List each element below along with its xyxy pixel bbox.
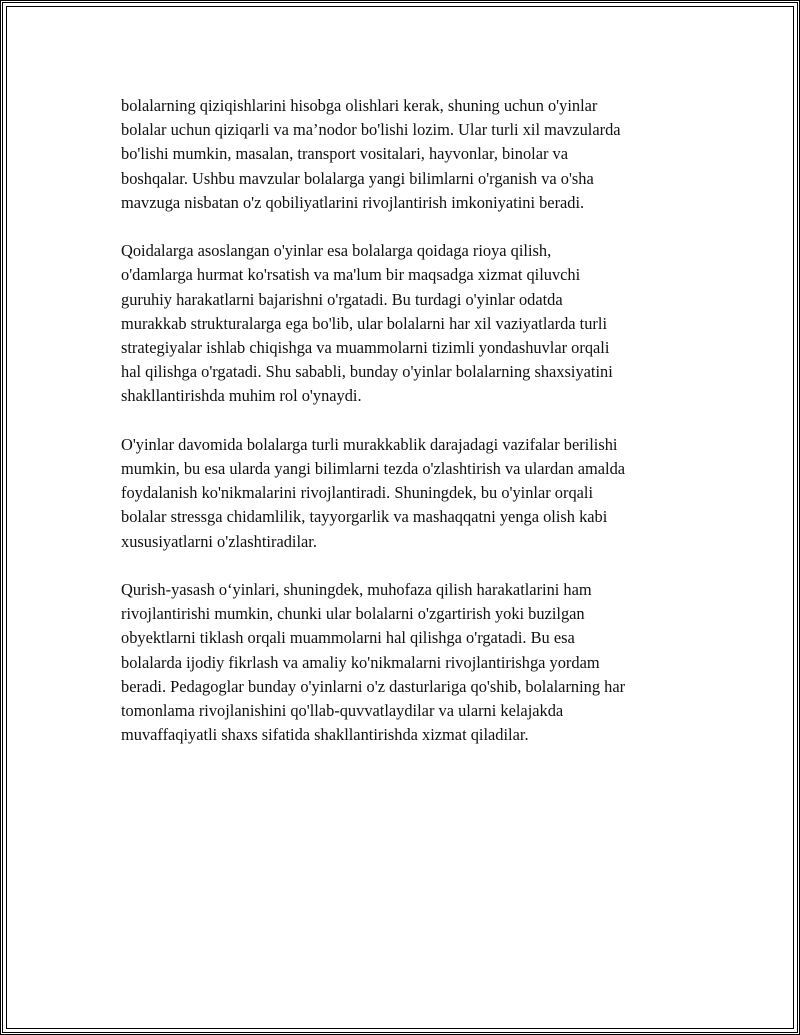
text-line: guruhiy harakatlarni bajarishni o'rgatadi. Bu turdagi o'yinlar odatda xyxy=(121,289,563,309)
text-line: bolalar stressga chidamlilik, tayyorgarlik va mashaqqatni yenga olish kabi xyxy=(121,507,608,527)
text-line: Qurish-yasash o‘yinlari, shuningdek, muhofaza qilish harakatlarini ham xyxy=(121,580,592,600)
body-text xyxy=(121,94,711,772)
text-line: bo'lishi mumkin, masalan, transport vositalari, hayvonlar, binolar va xyxy=(121,144,569,164)
text-line: bolalar uchun qiziqarli va ma’nodor bo'lishi lozim. Ular turli xil mavzularda xyxy=(121,120,621,140)
text-line: O'yinlar davomida bolalarga turli murakkablik darajadagi vazifalar berilishi xyxy=(121,434,618,454)
text-line: muvaffaqiyatli shaxs sifatida shakllantirishda xizmat qiladilar. xyxy=(121,725,529,745)
paragraph-4 xyxy=(121,578,711,747)
text-line: xususiyatlarni o'zlashtiradilar. xyxy=(121,531,317,551)
text-line: bolalarning qiziqishlarini hisobga olishlari kerak, shuning uchun o'yinlar xyxy=(121,96,598,115)
text-line: foydalanish ko'nikmalarini rivojlantiradi. Shuningdek, bu o'yinlar orqali xyxy=(121,483,594,503)
paragraph-3 xyxy=(121,433,711,554)
text-line: obyektlarni tiklash orqali muammolarni hal qilishga o'rgatadi. Bu esa xyxy=(121,628,575,648)
text-line: murakkab strukturalarga ega bo'lib, ular bolalarni har xil vaziyatlarda turli xyxy=(121,313,607,333)
paragraph-2 xyxy=(121,239,711,408)
text-line: shakllantirishda muhim rol o'ynaydi. xyxy=(121,386,362,406)
text-line: o'damlarga hurmat ko'rsatish va ma'lum bir maqsadga xizmat qiluvchi xyxy=(121,265,581,285)
text-line: mumkin, bu esa ularda yangi bilimlarni tezda o'zlashtirish va ulardan amalda xyxy=(121,459,626,479)
text-line: beradi. Pedagoglar bunday o'yinlarni o'z dasturlariga qo'shib, bolalarning har xyxy=(121,676,626,696)
text-line: hal qilishga o'rgatadi. Shu sababli, bunday o'yinlar bolalarning shaxsiyatini xyxy=(121,362,613,382)
text-line: mavzuga nisbatan o'z qobiliyatlarini rivojlantirish imkoniyatini beradi. xyxy=(121,192,585,212)
text-line: rivojlantirishi mumkin, chunki ular bolalarni o'zgartirish yoki buzilgan xyxy=(121,604,585,624)
text-line: bolalarda ijodiy fikrlash va amaliy ko'nikmalarni rivojlantirishga yordam xyxy=(121,652,600,672)
paragraph-1 xyxy=(121,94,711,215)
text-line: strategiyalar ishlab chiqishga va muammolarni tizimli yondashuvlar orqali xyxy=(121,338,610,358)
text-line: tomonlama rivojlanishini qo'llab-quvvatlaydilar va ularni kelajakda xyxy=(121,701,564,721)
text-line: boshqalar. Ushbu mavzular bolalarga yangi bilimlarni o'rganish va o'sha xyxy=(121,168,594,188)
text-line: Qoidalarga asoslangan o'yinlar esa bolalarga qoidaga rioya qilish, xyxy=(121,241,552,261)
